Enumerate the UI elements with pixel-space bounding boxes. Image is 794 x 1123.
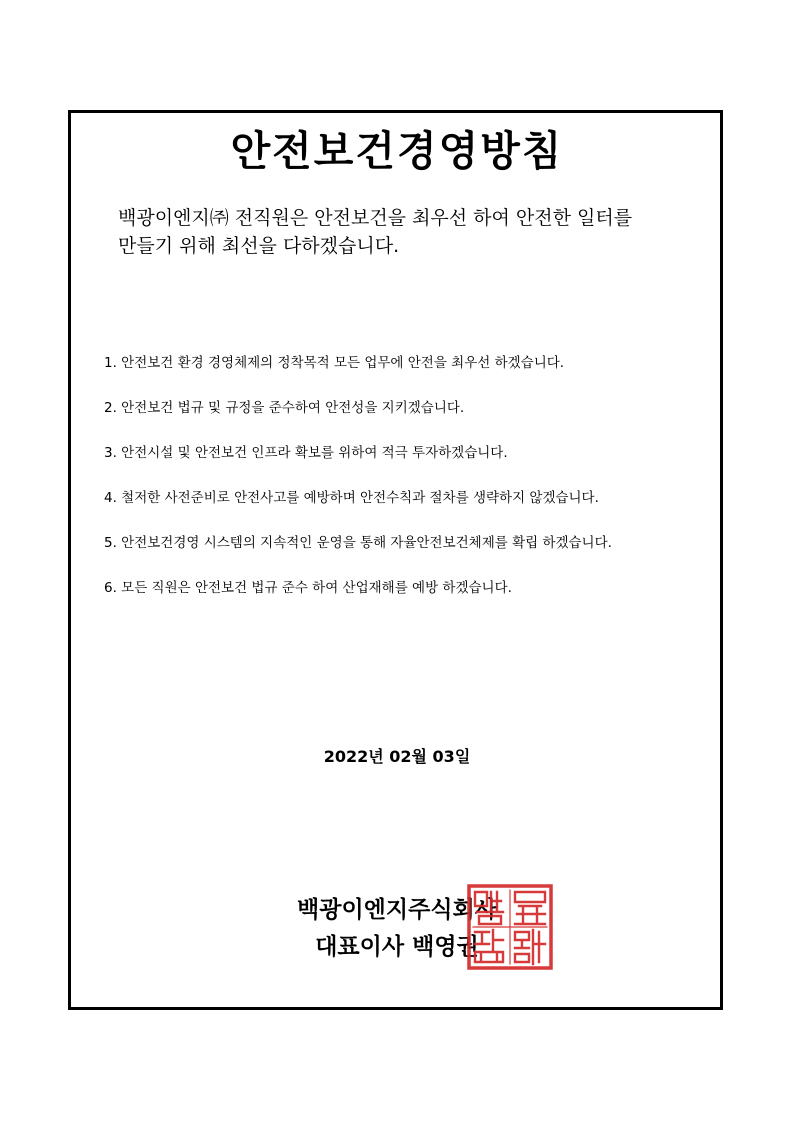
document-title: 안전보건경영방침 [230,127,564,175]
company-seal-stamp-icon [467,884,553,970]
intro-line-2: 만들기 위해 최선을 다하겠습니다. [118,235,400,257]
policy-item-4: 4. 철저한 사전준비로 안전사고를 예방하며 안전수칙과 절차를 생략하지 않겠습니다. [104,490,599,506]
policy-item-2: 2. 안전보건 법규 및 규정을 준수하여 안전성을 지키겠습니다. [104,400,465,416]
policy-item-6: 6. 모든 직원은 안전보건 법규 준수 하여 산업재해를 예방 하겠습니다. [104,580,512,596]
policy-list [104,351,714,621]
ceo-name: 대표이사 백영권 [315,934,479,960]
issue-date: 2022년 02월 03일 [323,747,471,766]
intro-line-1: 백광이엔지㈜ 전직원은 안전보건을 최우선 하여 안전한 일터를 [118,207,633,229]
policy-item-1: 1. 안전보건 환경 경영체제의 정착목적 모든 업무에 안전을 최우선 하겠습니다. [104,355,565,371]
company-name: 백광이엔지주식회사 [297,897,497,923]
policy-item-3: 3. 안전시설 및 안전보건 인프라 확보를 위하여 적극 투자하겠습니다. [104,445,508,461]
intro-statement [118,204,718,260]
policy-item-5: 5. 안전보건경영 시스템의 지속적인 운영을 통해 자율안전보건체제를 확립 하겠습니다. [104,535,612,551]
